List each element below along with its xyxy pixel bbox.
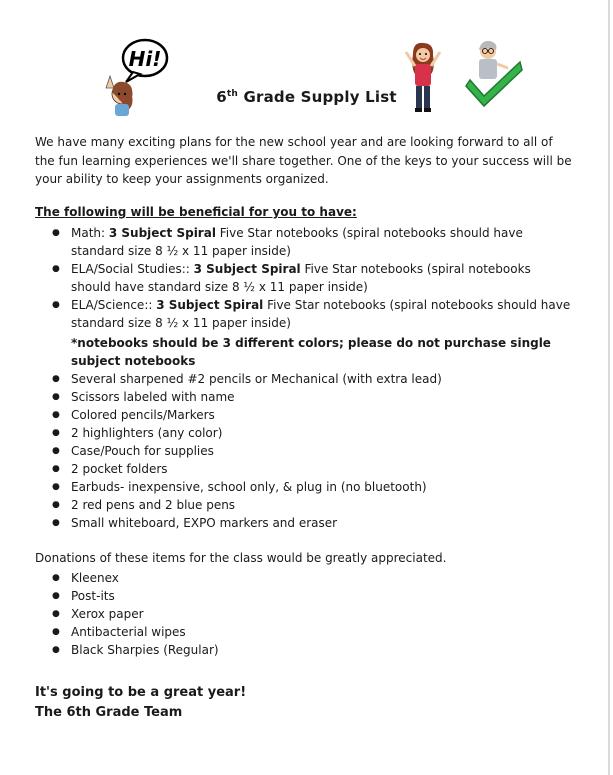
donations-heading: Donations of these items for the class would be greatly appreciated. [35,551,447,565]
supplies-heading: The following will be beneficial for you to have: [35,205,357,219]
list-item: ● Antibacterial wipes [52,623,572,641]
list-item: ● Case/Pouch for supplies [52,442,572,460]
list-item: ● 2 highlighters (any color) [52,424,572,442]
page-edge [608,0,610,775]
donations-list [52,569,572,659]
list-item: ● Colored pencils/Markers [52,406,572,424]
list-item: ● Several sharpened #2 pencils or Mechanical (with extra lead) [52,370,572,388]
hi-text: Hi! [128,47,162,71]
list-item: ● Xerox paper [52,605,572,623]
intro-paragraph: We have many exciting plans for the new school year and are looking forward to all of the fun learning experiences we'll share together. One of the keys to your success will be your ability to keep your assignments organized. [35,135,572,186]
supplies-list [52,224,572,532]
page-title: 6th Grade Supply List [216,88,397,106]
notebook-color-note: *notebooks should be 3 different colors; please do not purchase single subject notebooks [71,336,551,368]
list-item-ela-social-studies-notebook: ● ELA/Social Studies:: 3 Subject Spiral Five Star notebooks (spiral notebooks should have standard size 8 ½ x 11 paper inside) [52,260,572,296]
list-item: ● Black Sharpies (Regular) [52,641,572,659]
list-item: ● Kleenex [52,569,572,587]
list-item: ● Earbuds- inexpensive, school only, & plug in (no bluetooth) [52,478,572,496]
list-item-ela-science-notebook: ● ELA/Science:: 3 Subject Spiral Five Star notebooks (spiral notebooks should have standard size 8 ½ x 11 paper inside) *notebooks should be 3 different colors; please do not purchase single subject notebooks [52,296,572,370]
signature-line: The 6th Grade Team [35,705,183,720]
list-item: ● Post-its [52,587,572,605]
list-item-math-notebook: ● Math: 3 Subject Spiral Five Star notebooks (spiral notebooks should have standard size 8 ½ x 11 paper inside) [52,224,572,260]
list-item: ● Scissors labeled with name [52,388,572,406]
list-item: ● 2 red pens and 2 blue pens [52,496,572,514]
closing-message [35,683,246,723]
list-item: ● Small whiteboard, EXPO markers and eraser [52,514,572,532]
closing-line: It's going to be a great year! [35,685,247,700]
list-item: ● 2 pocket folders [52,460,572,478]
